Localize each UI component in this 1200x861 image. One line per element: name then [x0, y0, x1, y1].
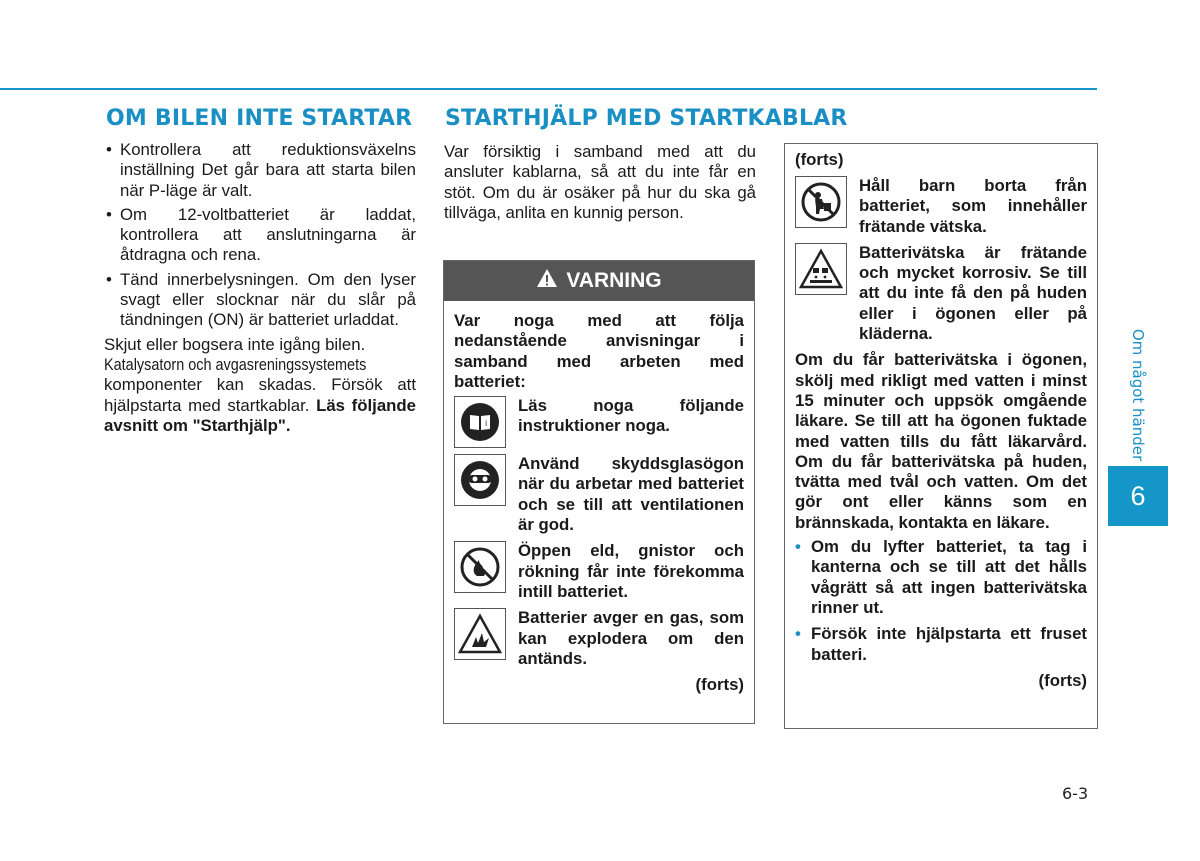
goggles-icon [454, 454, 506, 506]
paragraph-line: komponenter kan skadas. Försök att hjälpstarta med startkablar. [104, 375, 416, 415]
warning-box [443, 260, 755, 724]
warning-item [454, 541, 744, 602]
paragraph-line: Katalysatorn och avgasreningssystemets [104, 354, 367, 374]
warning-item-text: Använd skyddsglasögon när du arbetar med batteriet och se till att ventilationen är god. [518, 454, 744, 535]
warning-item-text: Håll barn borta från batteriet, som innehåller frätande vätska. [859, 176, 1087, 236]
continued-label: (forts) [1038, 670, 1087, 690]
heading-starthjalp: STARTHJÄLP MED STARTKABLAR [445, 106, 848, 131]
continued-label-top: (forts) [795, 150, 844, 169]
battery-handling-list [795, 537, 1087, 665]
explosion-icon [454, 608, 506, 660]
no-flame-icon [454, 541, 506, 593]
column-left [104, 140, 416, 436]
warning-item [454, 608, 744, 669]
warning-triangle-icon [536, 268, 558, 294]
paragraph-bold: Läs följande avsnitt om "Starthjälp". [104, 395, 416, 435]
eye-contact-paragraph: Om du får batterivätska i ögonen, skölj med rikligt med vatten i minst 15 minuter och uppsök omgående läkare. Se till att ha ögonen fuktade med vatten tills du fått läkarvård. Om du får batterivätska på huden, tvätta med tvål och vatten. Om det gör ont eller känns som en brännskada, kontakta en läkare. [795, 350, 1087, 532]
intro-paragraph: Var försiktig i samband med att du ansluter kablarna, så att du inte får en stöt. Om du är osäker på hur du ska gå tillväga, anlita en kunnig person. [444, 142, 756, 222]
troubleshoot-list [104, 140, 416, 331]
corrosive-icon [795, 243, 847, 295]
svg-text:i: i [485, 419, 488, 429]
warning-item [795, 243, 1087, 344]
chapter-label-text: Om något händer [1129, 328, 1147, 462]
warning-item [454, 396, 744, 448]
book-icon [454, 396, 506, 448]
list-item: • Tänd innerbelysningen. Om den lyser svagt eller slocknar när du slår på tändningen (ON) är batteriet urladdat. [104, 270, 416, 331]
keep-children-away-icon [795, 176, 847, 228]
list-item: • Om 12-voltbatteriet är laddat, kontrollera att anslutningarna är åtdragna och rena. [104, 205, 416, 266]
tow-start-paragraph [104, 335, 416, 436]
warning-item-text: Läs noga följande instruktioner noga. [518, 396, 744, 436]
warning-item-text: Batterier avger en gas, som kan explodera om den antänds. [518, 608, 744, 668]
list-item: • Kontrollera att reduktionsväxelns inställning Det går bara att starta bilen när P-läge är valt. [104, 140, 416, 201]
page-number: 6-3 [1062, 784, 1089, 803]
continued-box [784, 143, 1098, 729]
warning-item-text: Öppen eld, gnistor och rökning får inte förekomma intill batteriet. [518, 541, 744, 601]
warning-item-text: Batterivätska är frätande och mycket korrosiv. Se till att du inte få den på huden eller i ögonen eller på kläderna. [859, 242, 1087, 344]
continued-label: (forts) [695, 675, 744, 695]
paragraph-line: Skjut eller bogsera inte igång bilen. [104, 334, 366, 354]
warning-item [454, 454, 744, 535]
list-item: • Om du lyfter batteriet, ta tag i kanterna och se till att det hålls vågrätt så att ingen batterivätska rinner ut. [795, 537, 1087, 618]
list-item: • Försök inte hjälpstarta ett fruset batteri. [795, 624, 1087, 665]
chapter-tab[interactable]: 6 [1108, 466, 1168, 526]
heading-om-bilen-inte-startar: OM BILEN INTE STARTAR [106, 106, 413, 131]
warning-lead: Var noga med att följa nedanstående anvisningar i samband med arbeten med batteriet: [454, 311, 744, 391]
top-rule [0, 88, 1097, 90]
warning-item [795, 176, 1087, 237]
warning-title: VARNING [566, 269, 662, 292]
chapter-label [1124, 330, 1152, 460]
warning-header [444, 261, 754, 301]
